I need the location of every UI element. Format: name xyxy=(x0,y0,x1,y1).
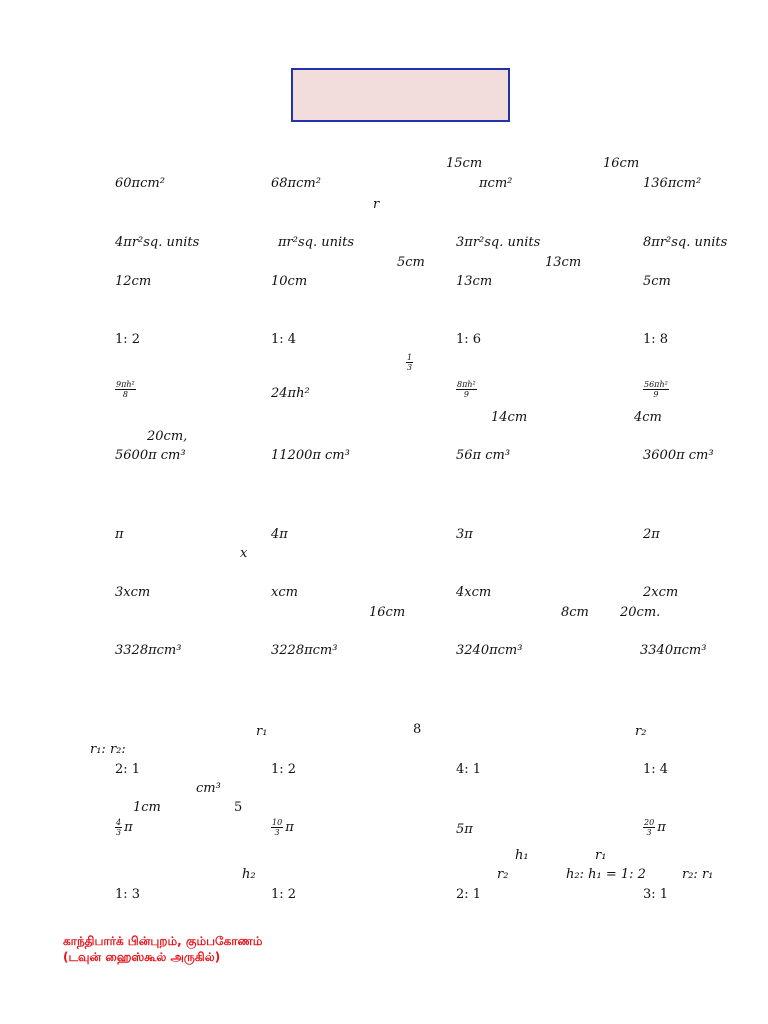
q8-cue: x xyxy=(240,546,248,561)
q6-option-3: 56π cm³ xyxy=(456,448,511,463)
q1-option-1: 60πcm² xyxy=(115,176,165,191)
q11-option-4-numerator: 20 xyxy=(644,818,655,827)
q10-option-4: 1: 4 xyxy=(643,762,669,777)
q5-cue-fraction xyxy=(406,353,413,372)
q9-option-4: 3340πcm³ xyxy=(640,643,707,658)
q11-option-2-symbol: π xyxy=(285,820,294,835)
q4-option-4: 1: 8 xyxy=(643,332,669,347)
q3-option-2: 10cm xyxy=(271,274,308,289)
q9-option-2: 3228πcm³ xyxy=(271,643,338,658)
q12-option-4: 3: 1 xyxy=(643,887,669,902)
q10-option-1: 2: 1 xyxy=(115,762,141,777)
q2-option-4: 8πr²sq. units xyxy=(643,235,728,250)
q2-option-3: 3πr²sq. units xyxy=(456,235,541,250)
q1-cue-b: 16cm xyxy=(603,156,640,171)
q11-option-2-numerator: 10 xyxy=(272,818,283,827)
q5-option-4 xyxy=(643,380,669,399)
q12-option-2: 1: 2 xyxy=(271,887,297,902)
q4-option-2: 1: 4 xyxy=(271,332,297,347)
q11-option-1-symbol: π xyxy=(124,820,133,835)
q1-option-3: πcm² xyxy=(479,176,513,191)
q2-option-2: πr²sq. units xyxy=(278,235,355,250)
q6-cue-b: 4cm xyxy=(634,410,662,425)
q11-option-4 xyxy=(643,818,666,837)
q7-option-1: π xyxy=(115,527,124,542)
q12-cue-h2: h₂ xyxy=(242,867,256,882)
q9-option-3: 3240πcm³ xyxy=(456,643,523,658)
q3-option-3: 13cm xyxy=(456,274,493,289)
q5-option-3-denominator: 9 xyxy=(463,390,469,399)
q9-cue-c: 20cm. xyxy=(620,605,661,620)
q2-option-1: 4πr²sq. units xyxy=(115,235,200,250)
q11-cue-5: 5 xyxy=(234,800,243,815)
q3-option-4: 5cm xyxy=(643,274,671,289)
q11-cue-cm3: cm³ xyxy=(196,781,221,796)
q6-option-1: 5600π cm³ xyxy=(115,448,186,463)
q6-option-2: 11200π cm³ xyxy=(271,448,350,463)
q5-option-3-numerator: 8πh² xyxy=(457,380,476,389)
q5-option-1 xyxy=(115,380,136,399)
q10-option-3: 4: 1 xyxy=(456,762,482,777)
q12-cue-r2: r₂ xyxy=(497,867,509,882)
q9-cue-a: 16cm xyxy=(369,605,406,620)
q12-cue-equation: h₂: h₁ = 1: 2 xyxy=(566,867,646,882)
q7-option-3: 3π xyxy=(456,527,473,542)
q9-option-1: 3328πcm³ xyxy=(115,643,182,658)
q11-option-3: 5π xyxy=(456,822,473,837)
q1-option-2: 68πcm² xyxy=(271,176,321,191)
q12-cue-h1: h₁ xyxy=(515,848,529,863)
q11-option-2-denominator: 3 xyxy=(274,828,280,837)
q3-cue-b: 13cm xyxy=(545,255,582,270)
q9-cue-b: 8cm xyxy=(561,605,589,620)
q10-cue-r2: r₂ xyxy=(635,724,647,739)
q6-cue-a: 14cm xyxy=(491,410,528,425)
q1-cue-a: 15cm xyxy=(446,156,483,171)
q10-option-2: 1: 2 xyxy=(271,762,297,777)
q7-option-4: 2π xyxy=(643,527,660,542)
q8-option-3: 4xcm xyxy=(456,585,492,600)
q3-option-1: 12cm xyxy=(115,274,152,289)
footer-address-line-1: காந்திபார்க் பின்புறம், கும்பகோணம் xyxy=(63,934,263,948)
q4-option-1: 1: 2 xyxy=(115,332,141,347)
q5-cue-numerator: 1 xyxy=(407,353,413,362)
q5-option-1-numerator: 9πh² xyxy=(116,380,135,389)
q4-option-3: 1: 6 xyxy=(456,332,482,347)
q5-cue-denominator: 3 xyxy=(407,363,413,372)
q12-option-1: 1: 3 xyxy=(115,887,141,902)
q12-cue-ratio: r₂: r₁ xyxy=(682,867,714,882)
q11-option-4-denominator: 3 xyxy=(646,828,652,837)
q8-option-2: xcm xyxy=(271,585,298,600)
q2-cue: r xyxy=(373,197,380,212)
q10-cue-ratio: r₁: r₂: xyxy=(90,742,126,757)
q11-option-1-denominator: 3 xyxy=(116,828,122,837)
q3-cue-a: 5cm xyxy=(397,255,425,270)
title-box xyxy=(291,68,510,122)
q12-cue-r1: r₁ xyxy=(595,848,607,863)
q7-option-2: 4π xyxy=(271,527,288,542)
q5-option-3 xyxy=(456,380,477,399)
q11-option-1 xyxy=(115,818,133,837)
q10-cue-r1: r₁ xyxy=(256,724,268,739)
q12-option-3: 2: 1 xyxy=(456,887,482,902)
q10-cue-8: 8 xyxy=(413,722,422,737)
q11-option-4-symbol: π xyxy=(657,820,666,835)
footer-address-line-2: (டவுன் ஹைஸ்கூல் அருகில்) xyxy=(63,950,221,964)
q11-option-2 xyxy=(271,818,294,837)
q6-cue-c: 20cm, xyxy=(147,429,188,444)
q5-option-1-denominator: 8 xyxy=(122,390,128,399)
q5-option-4-numerator: 56πh² xyxy=(644,380,668,389)
q11-option-1-numerator: 4 xyxy=(116,818,122,827)
q5-option-2: 24πh² xyxy=(271,386,310,401)
q1-option-4: 136πcm² xyxy=(643,176,702,191)
q6-option-4: 3600π cm³ xyxy=(643,448,714,463)
q11-cue-1cm: 1cm xyxy=(133,800,161,815)
q8-option-1: 3xcm xyxy=(115,585,151,600)
q5-option-4-denominator: 9 xyxy=(653,390,659,399)
q8-option-4: 2xcm xyxy=(643,585,679,600)
